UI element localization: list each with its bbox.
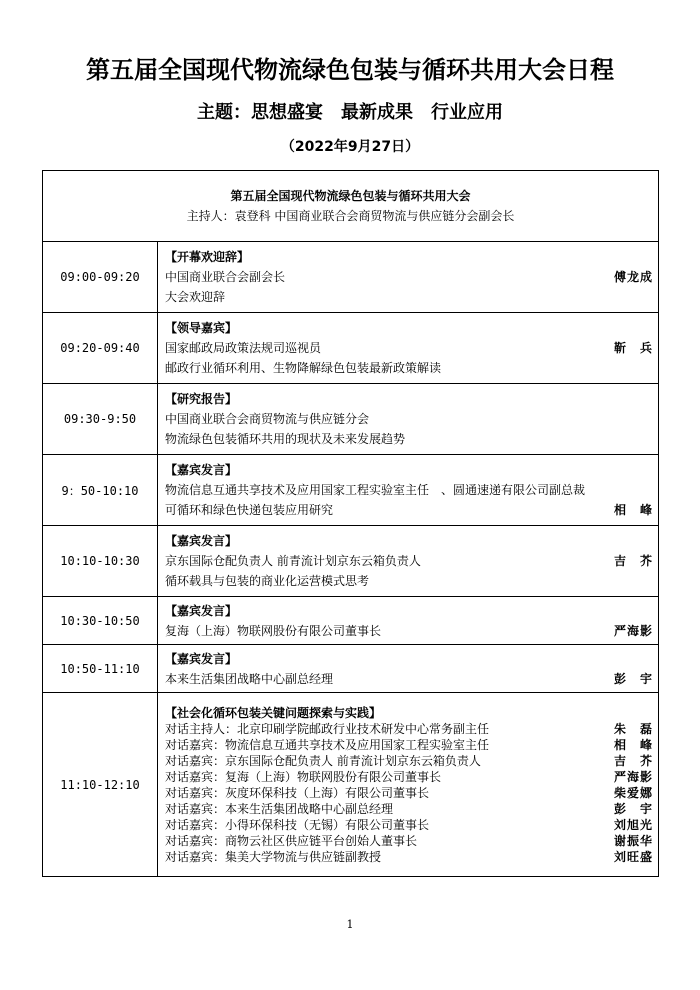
speaker-name: 刘旺盛 xyxy=(613,849,653,864)
schedule-table xyxy=(42,170,659,877)
speaker-name: 相 峰 xyxy=(613,503,653,517)
speaker-name: 吉 芥 xyxy=(613,554,653,568)
panel-role: 对话嘉宾：物流信息互通共享技术及应用国家工程实验室主任 xyxy=(165,737,490,752)
speaker-name: 靳 兵 xyxy=(613,341,653,355)
table-row xyxy=(43,313,659,384)
time-slot: 09:30-9:50 xyxy=(43,384,158,455)
time-slot: 10:30-10:50 xyxy=(43,597,158,645)
speaker-name: 傅龙成 xyxy=(613,270,653,284)
session-label: 【嘉宾发言】 xyxy=(165,651,238,666)
panel-role: 对话主持人：北京印刷学院邮政行业技术研发中心常务副主任 xyxy=(165,721,490,736)
page-title: 第五届全国现代物流绿色包装与循环共用大会日程 xyxy=(86,55,614,84)
session-label: 【嘉宾发言】 xyxy=(165,603,238,618)
session-text: 本来生活集团战略中心副总经理 xyxy=(165,671,334,686)
panel-role: 对话嘉宾：商物云社区供应链平台创始人董事长 xyxy=(165,833,418,848)
time-slot: 11:10-12:10 xyxy=(43,693,158,877)
speaker-name: 相 峰 xyxy=(613,737,653,752)
session-text: 京东国际仓配负责人 前青流计划京东云箱负责人 xyxy=(165,554,421,568)
session-cell xyxy=(158,384,659,455)
session-text: 中国商业联合会商贸物流与供应链分会 xyxy=(165,412,370,426)
session-cell xyxy=(158,597,659,645)
table-row xyxy=(43,242,659,313)
session-text: 国家邮政局政策法规司巡视员 xyxy=(165,341,322,355)
session-text: 物流绿色包装循环共用的现状及未来发展趋势 xyxy=(165,432,406,446)
table-row xyxy=(43,645,659,693)
session-text: 循环载具与包装的商业化运营模式思考 xyxy=(165,574,370,588)
panel-role: 对话嘉宾：集美大学物流与供应链副教授 xyxy=(165,849,382,864)
panel-role: 对话嘉宾：灰度环保科技（上海）有限公司董事长 xyxy=(165,785,430,800)
time-slot: 09:20-09:40 xyxy=(43,313,158,384)
table-row xyxy=(43,384,659,455)
panel-role: 对话嘉宾：小得环保科技（无锡）有限公司董事长 xyxy=(165,817,430,832)
speaker-name: 彭 宇 xyxy=(613,801,653,816)
speaker-name: 吉 芥 xyxy=(613,753,653,768)
time-slot: 10:10-10:30 xyxy=(43,526,158,597)
speaker-name: 朱 磊 xyxy=(613,721,653,736)
session-cell xyxy=(158,313,659,384)
time-slot: 09:00-09:20 xyxy=(43,242,158,313)
conference-name: 第五届全国现代物流绿色包装与循环共用大会 xyxy=(230,189,471,203)
session-text: 中国商业联合会副会长 xyxy=(165,270,286,284)
time-slot: 10:50-11:10 xyxy=(43,645,158,693)
session-label: 【开幕欢迎辞】 xyxy=(165,250,250,264)
page-number: 1 xyxy=(346,918,354,931)
session-text: 复海（上海）物联网股份有限公司董事长 xyxy=(165,623,382,638)
session-label: 【嘉宾发言】 xyxy=(165,463,238,477)
panel-role: 对话嘉宾：复海（上海）物联网股份有限公司董事长 xyxy=(165,769,442,784)
table-header-row xyxy=(43,171,659,242)
time-slot: 9：50-10:10 xyxy=(43,455,158,526)
table-row xyxy=(43,455,659,526)
speaker-name: 刘旭光 xyxy=(613,817,653,832)
event-date: （2022年9月27日） xyxy=(280,139,420,155)
session-text: 物流信息互通共享技术及应用国家工程实验室主任 、圆通速递有限公司副总裁 xyxy=(165,483,586,497)
session-label: 【嘉宾发言】 xyxy=(165,534,238,548)
session-cell xyxy=(158,455,659,526)
table-header-cell xyxy=(43,171,659,242)
session-text: 邮政行业循环利用、生物降解绿色包装最新政策解读 xyxy=(165,361,442,375)
session-cell xyxy=(158,526,659,597)
session-cell xyxy=(158,645,659,693)
panel-role: 对话嘉宾：本来生活集团战略中心副总经理 xyxy=(165,801,394,816)
table-row xyxy=(43,597,659,645)
page-subtitle: 主题：思想盛宴 最新成果 行业应用 xyxy=(197,102,503,123)
session-text: 可循环和绿色快递包装应用研究 xyxy=(165,503,334,517)
host-info: 主持人：袁登科 中国商业联合会商贸物流与供应链分会副会长 xyxy=(186,209,515,223)
speaker-name: 柴爱娜 xyxy=(613,785,653,800)
panel-label: 【社会化循环包装关键问题探索与实践】 xyxy=(165,705,382,720)
speaker-name: 谢振华 xyxy=(613,833,653,848)
speaker-name: 彭 宇 xyxy=(613,671,653,686)
session-label: 【领导嘉宾】 xyxy=(165,321,238,335)
session-label: 【研究报告】 xyxy=(165,392,238,406)
table-row xyxy=(43,526,659,597)
session-text: 大会欢迎辞 xyxy=(165,290,226,304)
speaker-name: 严海影 xyxy=(613,769,653,784)
table-row xyxy=(43,693,659,877)
speaker-name: 严海影 xyxy=(613,623,653,638)
panel-role: 对话嘉宾：京东国际仓配负责人 前青流计划京东云箱负责人 xyxy=(165,753,481,768)
session-cell xyxy=(158,242,659,313)
panel-cell xyxy=(158,693,659,877)
